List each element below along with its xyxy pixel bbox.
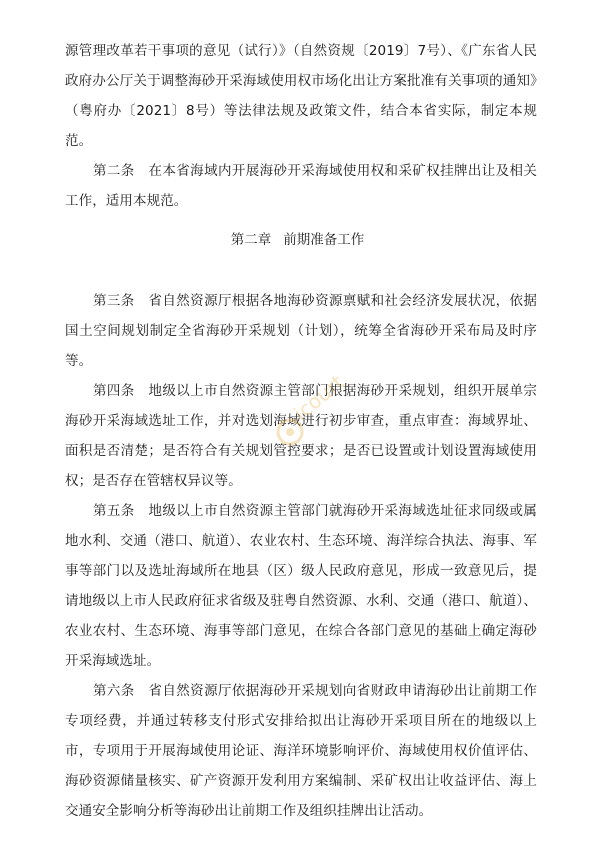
paragraph-article-3: 第三条 省自然资源厅根据各地海砂资源禀赋和社会经济发展状况，依据国土空间规划制定全省海砂开采规划（计划），统筹全省海砂开采布局及时序等。 bbox=[65, 293, 537, 369]
svg-text:icourt: icourt bbox=[288, 370, 349, 426]
paragraph-continuation: 源管理改革若干事项的意见（试行）》（自然资规〔2019〕7号）、《广东省人民政府办公厅关于调整海砂开采海域使用权市场化出让方案批准有关事项的通知》（粤府办〔2021〕8号）等法律法规及政策文件，结合本省实际，制定本规范。 bbox=[65, 43, 537, 149]
chapter-title: 前期准备工作 bbox=[283, 232, 365, 248]
paragraph-article-6: 第六条 省自然资源厅依据海砂开采规划向省财政申请海砂出让前期工作专项经费，并通过转移支付形式安排给拟出让海砂开采项目所在的地级以上市，专项用于开展海域使用论证、海洋环境影响评价、海域使用权价值评估、海砂资源储量核实、矿产资源开发利用方案编制、采矿权出让收益评估、海上交通安全影响分析等海砂出让前期工作及组织挂牌出让活动。 bbox=[65, 683, 537, 819]
paragraph-article-4: 第四条 地级以上市自然资源主管部门根据海砂开采规划，组织开展单宗海砂开采海域选址工作，并对选划海域进行初步审查，重点审查：海域界址、面积是否清楚；是否符合有关规划管控要求；是否已设置或计划设置海域使用权；是否存在管辖权异议等。 bbox=[65, 383, 537, 489]
bottom-text-block bbox=[65, 286, 537, 826]
chapter-number: 第二章 bbox=[230, 232, 272, 248]
top-text-block bbox=[65, 36, 537, 216]
paragraph-article-5: 第五条 地级以上市自然资源主管部门就海砂开采海域选址征求同级或属地水利、交通（港口、航道）、农业农村、生态环境、海洋综合执法、海事、军事等部门以及选址海域所在地县（区）级人民政府意见，形成一致意见后，提请地级以上市人民政府征求省级及驻粤自然资源、水利、交通（港口、航道）、农业农村、生态环境、海事等部门意见，在综合各部门意见的基础上确定海砂开采海域选址。 bbox=[65, 503, 537, 669]
chapter-heading bbox=[0, 230, 595, 250]
paragraph-article-2: 第二条 在本省海域内开展海砂开采海域使用权和采矿权挂牌出让及相关工作，适用本规范。 bbox=[65, 163, 537, 209]
